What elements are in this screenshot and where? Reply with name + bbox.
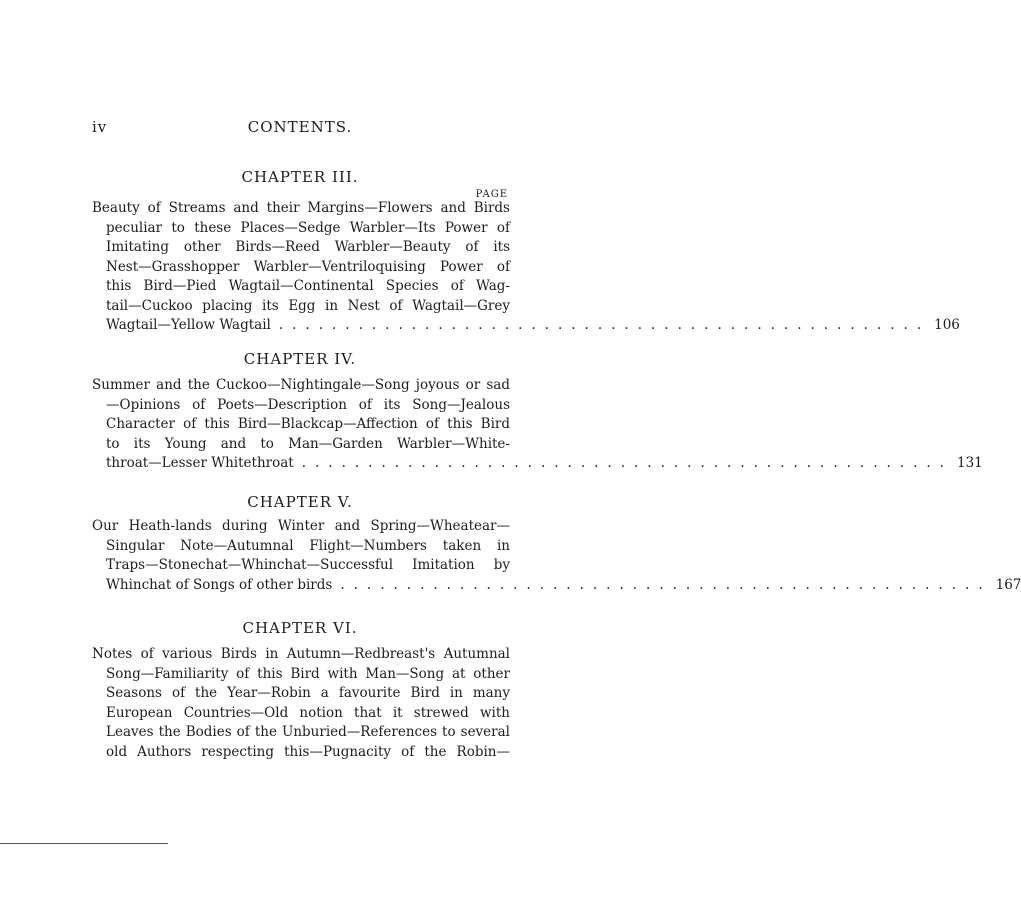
dot-leader: ................................................. — [301, 455, 953, 471]
chapter-4-entry — [92, 376, 983, 474]
chapter-heading-6: CHAPTER VI. — [242, 619, 358, 637]
footnote-rule — [0, 843, 168, 844]
page-number: iv — [92, 118, 108, 136]
chapter-5-entry — [92, 517, 1021, 595]
entry-line: Imitating other Birds—Reed Warbler—Beauty of its — [106, 239, 510, 255]
entry-line: Our Heath-lands during Winter and Spring—Wheatear— — [92, 518, 510, 534]
running-head: CONTENTS. — [247, 118, 353, 136]
chapter-heading-5: CHAPTER V. — [247, 493, 353, 511]
chapter-heading-3: CHAPTER III. — [241, 168, 359, 186]
entry-line: Singular Note—Autumnal Flight—Numbers taken in — [106, 537, 510, 554]
dot-leader: ................................................. — [340, 576, 992, 593]
dot-leader: ................................................. — [278, 317, 931, 333]
entry-line: this Bird—Pied Wagtail—Continental Species of Wag- — [106, 278, 510, 294]
page-reference: 131 — [956, 455, 983, 471]
page-reference: 106 — [934, 317, 960, 333]
entry-line: Nest—Grasshopper Warbler—Ventriloquising Power of — [106, 258, 510, 275]
entry-line: peculiar to these Places—Sedge Warbler—Its Power of — [106, 219, 510, 236]
entry-line: old Authors respecting this—Pugnacity of the Robin— — [106, 743, 510, 760]
entry-line: Traps—Stonechat—Whinchat—Successful Imitation by — [106, 557, 510, 573]
entry-last-line — [92, 316, 960, 336]
entry-line: Whinchat of Songs of other birds — [106, 576, 333, 593]
entry-line: Notes of various Birds in Autumn—Redbreast's Autumnal — [92, 646, 510, 662]
entry-line: Character of this Bird—Blackcap—Affection of this Bird — [106, 416, 510, 432]
page-reference: 167 — [995, 576, 1021, 593]
entry-line: Song—Familiarity of this Bird with Man—Song at other — [106, 665, 510, 682]
entry-line: throat—Lesser Whitethroat — [106, 455, 294, 471]
entry-line: Leaves the Bodies of the Unburied—References to several — [106, 724, 510, 740]
chapter-heading-4: CHAPTER IV. — [243, 350, 357, 368]
entry-line: Wagtail—Yellow Wagtail — [106, 317, 271, 333]
chapter-3-entry — [92, 199, 960, 336]
entry-line: Beauty of Streams and their Margins—Flowers and Birds — [92, 200, 510, 216]
entry-line: European Countries—Old notion that it strewed with — [106, 704, 510, 721]
chapter-6-entry — [92, 645, 510, 762]
entry-line: —Opinions of Poets—Description of its Song—Jealous — [106, 396, 510, 413]
entry-line: Summer and the Cuckoo—Nightingale—Song joyous or sad — [92, 377, 510, 393]
entry-line: Seasons of the Year—Robin a favourite Bird in many — [106, 685, 510, 701]
entry-last-line — [92, 576, 1021, 596]
entry-line: tail—Cuckoo placing its Egg in Nest of Wagtail—Grey — [106, 297, 510, 314]
entry-last-line — [92, 454, 983, 474]
page-column-label: PAGE — [475, 189, 508, 200]
entry-line: to its Young and to Man—Garden Warbler—White- — [106, 435, 510, 452]
